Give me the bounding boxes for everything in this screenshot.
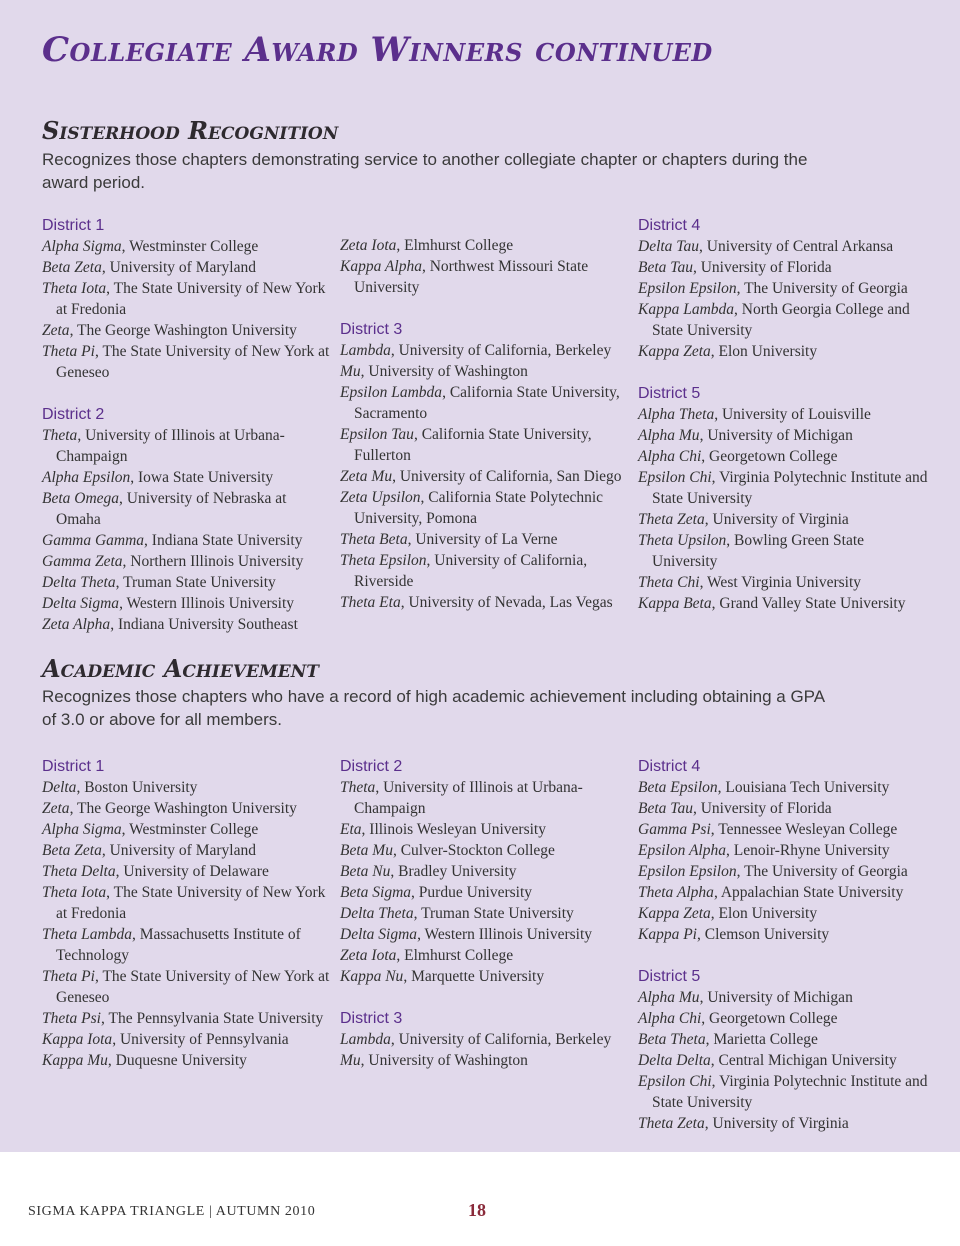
chapter-entry: [638, 1008, 928, 1029]
school-name: , The State University of New York at Fredonia: [56, 884, 326, 922]
chapter-name: Theta Delta: [42, 863, 116, 880]
chapter-entry: [340, 882, 630, 903]
chapter-name: Delta Tau: [638, 238, 700, 255]
chapter-name: Zeta: [42, 322, 70, 339]
school-name: , Western Illinois University: [119, 595, 295, 612]
chapter-entry: [638, 1029, 928, 1050]
district-block: [340, 1008, 630, 1071]
chapter-name: Beta Zeta: [42, 842, 102, 859]
school-name: , The George Washington University: [69, 800, 297, 817]
school-name: , Marquette University: [403, 968, 545, 985]
chapter-entry: [638, 987, 928, 1008]
chapter-entry: [638, 593, 928, 614]
chapter-name: Theta Lambda: [42, 926, 132, 943]
chapter-entry: [340, 340, 630, 361]
district-block: [638, 383, 928, 614]
chapter-name: Delta Theta: [42, 574, 116, 591]
chapter-entry: [340, 235, 630, 256]
chapter-entry: [42, 819, 332, 840]
school-name: , Elon University: [710, 343, 818, 360]
chapter-name: Beta Mu: [340, 842, 393, 859]
chapter-entry: [638, 404, 928, 425]
sisterhood-column-1: [42, 215, 332, 656]
chapter-entry: [42, 467, 332, 488]
chapter-name: Kappa Zeta: [638, 343, 711, 360]
chapter-name: Epsilon Chi: [638, 1073, 712, 1090]
chapter-name: Beta Omega: [42, 490, 120, 507]
chapter-name: Delta Sigma: [42, 595, 120, 612]
chapter-entry: [340, 529, 630, 550]
school-name: , Westminster College: [121, 238, 259, 255]
chapter-name: Eta: [340, 821, 362, 838]
chapter-entry: [340, 361, 630, 382]
school-name: , California State University, Fullerton: [354, 426, 592, 464]
school-name: , The State University of New York at Geneseo: [56, 968, 330, 1006]
chapter-entry: [340, 819, 630, 840]
chapter-entry: [42, 1050, 332, 1071]
chapter-entry: [42, 1029, 332, 1050]
chapter-name: Theta Chi: [638, 574, 700, 591]
school-name: , The University of Georgia: [736, 863, 908, 880]
chapter-entry: [42, 861, 332, 882]
chapter-entry: [340, 966, 630, 987]
school-name: , North Georgia College and State University: [652, 301, 910, 339]
chapter-name: Kappa Nu: [340, 968, 404, 985]
chapter-name: Theta: [42, 427, 78, 444]
chapter-entry: [42, 924, 332, 966]
chapter-name: Delta: [42, 779, 77, 796]
chapter-entry: [638, 530, 928, 572]
chapter-name: Beta Nu: [340, 863, 391, 880]
school-name: , Elmhurst College: [396, 947, 514, 964]
school-name: , Bowling Green State University: [652, 532, 865, 570]
chapter-name: Mu: [340, 363, 361, 380]
chapter-entry: [42, 278, 332, 320]
school-name: , University of Virginia: [704, 1115, 849, 1132]
school-name: , California State Polytechnic University, Pomona: [354, 489, 604, 527]
chapter-entry: [638, 1050, 928, 1071]
district-heading: District 2: [340, 758, 403, 775]
chapter-entry: [638, 467, 928, 509]
district-block: [340, 319, 630, 613]
school-name: , University of Washington: [360, 363, 528, 380]
school-name: , University of California, Berkeley: [390, 342, 612, 359]
chapter-entry: [42, 798, 332, 819]
school-name: , Georgetown College: [701, 448, 838, 465]
school-name: , University of California, Riverside: [354, 552, 588, 590]
district-heading: District 2: [42, 406, 105, 423]
chapter-name: Epsilon Epsilon: [638, 863, 737, 880]
academic-column-1: [42, 756, 332, 1092]
section-title-academic: Academic Achievement: [42, 654, 319, 683]
chapter-name: Epsilon Lambda: [340, 384, 443, 401]
school-name: , Bradley University: [390, 863, 517, 880]
district-heading: District 1: [42, 217, 105, 234]
school-name: , University of Pennsylvania: [112, 1031, 289, 1048]
chapter-name: Theta Eta: [340, 594, 401, 611]
chapter-name: Kappa Lambda: [638, 301, 735, 318]
district-heading: District 1: [42, 758, 105, 775]
chapter-name: Kappa Mu: [42, 1052, 108, 1069]
chapter-name: Alpha Sigma: [42, 821, 122, 838]
chapter-name: Beta Tau: [638, 259, 693, 276]
section-description-academic: Recognizes those chapters who have a record of high academic achievement including obtaining a GPA of 3.0 or above for all members.: [42, 687, 825, 729]
chapter-name: Theta Iota: [42, 884, 107, 901]
chapter-entry: [638, 236, 928, 257]
chapter-entry: [638, 1113, 928, 1134]
chapter-name: Kappa Zeta: [638, 905, 711, 922]
school-name: , The University of Georgia: [736, 280, 908, 297]
chapter-name: Lambda: [340, 342, 391, 359]
district-heading: District 3: [340, 1010, 403, 1027]
chapter-entry: [638, 278, 928, 299]
school-name: , Western Illinois University: [417, 926, 593, 943]
school-name: , University of Nevada, Las Vegas: [400, 594, 613, 611]
chapter-entry: [42, 236, 332, 257]
chapter-name: Theta Zeta: [638, 511, 705, 528]
chapter-entry: [638, 903, 928, 924]
school-name: , Marietta College: [705, 1031, 818, 1048]
district-block: [638, 756, 928, 945]
school-name: , University of Illinois at Urbana-Champaign: [56, 427, 285, 465]
chapter-name: Epsilon Chi: [638, 469, 712, 486]
chapter-entry: [638, 341, 928, 362]
school-name: , University of Michigan: [699, 427, 853, 444]
chapter-name: Theta Pi: [42, 343, 95, 360]
chapter-entry: [340, 945, 630, 966]
school-name: , Massachusetts Institute of Technology: [56, 926, 301, 964]
chapter-name: Theta Upsilon: [638, 532, 727, 549]
chapter-name: Alpha Mu: [638, 427, 700, 444]
academic-column-2: [340, 756, 630, 1092]
school-name: , Clemson University: [697, 926, 830, 943]
chapter-entry: [340, 840, 630, 861]
school-name: , Elmhurst College: [396, 237, 514, 254]
sisterhood-column-3: [638, 215, 928, 635]
school-name: , West Virginia University: [699, 574, 862, 591]
district-block: [638, 215, 928, 362]
chapter-entry: [42, 257, 332, 278]
school-name: , Truman State University: [413, 905, 574, 922]
chapter-name: Zeta Iota: [340, 237, 397, 254]
chapter-entry: [42, 882, 332, 924]
school-name: , University of California, Berkeley: [390, 1031, 612, 1048]
chapter-entry: [638, 924, 928, 945]
chapter-entry: [42, 551, 332, 572]
district-heading: District 4: [638, 217, 701, 234]
chapter-entry: [340, 382, 630, 424]
chapter-entry: [340, 466, 630, 487]
chapter-name: Delta Theta: [340, 905, 414, 922]
school-name: , Elon University: [710, 905, 818, 922]
school-name: , University of Delaware: [115, 863, 269, 880]
chapter-entry: [42, 488, 332, 530]
chapter-entry: [42, 320, 332, 341]
school-name: , University of California, San Diego: [392, 468, 622, 485]
chapter-name: Beta Sigma: [340, 884, 412, 901]
chapter-name: Zeta Upsilon: [340, 489, 421, 506]
school-name: , University of Florida: [692, 259, 832, 276]
school-name: , Lenoir-Rhyne University: [725, 842, 890, 859]
chapter-entry: [638, 882, 928, 903]
district-block: [42, 756, 332, 1071]
chapter-name: Epsilon Tau: [340, 426, 414, 443]
chapter-name: Kappa Beta: [638, 595, 712, 612]
school-name: , University of Central Arkansa: [699, 238, 894, 255]
school-name: , The George Washington University: [69, 322, 297, 339]
chapter-entry: [638, 446, 928, 467]
district-heading: District 5: [638, 385, 701, 402]
district-heading: District 3: [340, 321, 403, 338]
chapter-entry: [638, 819, 928, 840]
chapter-name: Theta Epsilon: [340, 552, 427, 569]
chapter-name: Beta Theta: [638, 1031, 706, 1048]
school-name: , The State University of New York at Geneseo: [56, 343, 330, 381]
chapter-name: Zeta Mu: [340, 468, 393, 485]
district-block: [340, 756, 630, 987]
chapter-name: Kappa Iota: [42, 1031, 113, 1048]
chapter-entry: [42, 593, 332, 614]
chapter-name: Gamma Psi: [638, 821, 711, 838]
sisterhood-column-2: [340, 235, 630, 634]
chapter-entry: [42, 614, 332, 635]
chapter-name: Zeta Alpha: [42, 616, 111, 633]
section-title-sisterhood: Sisterhood Recognition: [42, 116, 339, 145]
chapter-entry: [42, 341, 332, 383]
school-name: , Appalachian State University: [713, 884, 904, 901]
school-name: , Illinois Wesleyan University: [361, 821, 546, 838]
school-name: , Truman State University: [115, 574, 276, 591]
chapter-name: Epsilon Epsilon: [638, 280, 737, 297]
chapter-name: Alpha Sigma: [42, 238, 122, 255]
chapter-entry: [638, 509, 928, 530]
school-name: , Boston University: [76, 779, 198, 796]
page-title: Collegiate Award Winners continued: [42, 30, 713, 70]
chapter-name: Alpha Theta: [638, 406, 715, 423]
chapter-name: Alpha Chi: [638, 1010, 702, 1027]
school-name: , Louisiana Tech University: [717, 779, 890, 796]
district-heading: District 5: [638, 968, 701, 985]
district-block: [340, 235, 630, 298]
chapter-name: Zeta: [42, 800, 70, 817]
chapter-name: Beta Epsilon: [638, 779, 718, 796]
chapter-name: Theta Beta: [340, 531, 408, 548]
chapter-name: Zeta Iota: [340, 947, 397, 964]
school-name: , Virginia Polytechnic Institute and State University: [652, 1073, 928, 1111]
chapter-entry: [638, 299, 928, 341]
school-name: , California State University, Sacramento: [354, 384, 620, 422]
chapter-entry: [340, 903, 630, 924]
school-name: , Northwest Missouri State University: [354, 258, 589, 296]
chapter-entry: [340, 256, 630, 298]
school-name: , University of Maryland: [101, 259, 256, 276]
chapter-entry: [42, 425, 332, 467]
chapter-entry: [42, 966, 332, 1008]
chapter-entry: [340, 924, 630, 945]
chapter-entry: [638, 861, 928, 882]
chapter-entry: [42, 1008, 332, 1029]
chapter-entry: [42, 530, 332, 551]
school-name: , Culver-Stockton College: [392, 842, 555, 859]
chapter-name: Theta Iota: [42, 280, 107, 297]
chapter-entry: [340, 777, 630, 819]
district-block: [42, 404, 332, 635]
school-name: , The Pennsylvania State University: [101, 1010, 324, 1027]
chapter-name: Theta Alpha: [638, 884, 714, 901]
school-name: , Grand Valley State University: [711, 595, 906, 612]
chapter-entry: [340, 550, 630, 592]
chapter-name: Gamma Zeta: [42, 553, 123, 570]
chapter-entry: [340, 861, 630, 882]
school-name: , University of Louisville: [714, 406, 871, 423]
chapter-name: Delta Delta: [638, 1052, 711, 1069]
chapter-name: Lambda: [340, 1031, 391, 1048]
chapter-name: Delta Sigma: [340, 926, 418, 943]
chapter-name: Gamma Gamma: [42, 532, 145, 549]
academic-column-3: [638, 756, 928, 1155]
chapter-name: Epsilon Alpha: [638, 842, 726, 859]
chapter-entry: [340, 1050, 630, 1071]
school-name: , Georgetown College: [701, 1010, 838, 1027]
chapter-entry: [340, 592, 630, 613]
school-name: , Iowa State University: [130, 469, 274, 486]
chapter-entry: [340, 487, 630, 529]
school-name: , Virginia Polytechnic Institute and State University: [652, 469, 928, 507]
chapter-name: Alpha Epsilon: [42, 469, 131, 486]
school-name: , Indiana University Southeast: [110, 616, 298, 633]
school-name: , University of Nebraska at Omaha: [56, 490, 287, 528]
school-name: , University of La Verne: [407, 531, 558, 548]
chapter-name: Alpha Mu: [638, 989, 700, 1006]
chapter-name: Kappa Pi: [638, 926, 697, 943]
chapter-name: Theta Psi: [42, 1010, 101, 1027]
chapter-entry: [638, 425, 928, 446]
footer-publication: SIGMA KAPPA TRIANGLE | AUTUMN 2010: [28, 1204, 316, 1219]
school-name: , University of Florida: [692, 800, 832, 817]
school-name: , University of Maryland: [101, 842, 256, 859]
chapter-entry: [42, 777, 332, 798]
school-name: , University of Virginia: [704, 511, 849, 528]
school-name: , Duquesne University: [107, 1052, 247, 1069]
chapter-entry: [42, 840, 332, 861]
chapter-entry: [638, 572, 928, 593]
district-block: [42, 215, 332, 383]
chapter-entry: [638, 1071, 928, 1113]
chapter-entry: [638, 257, 928, 278]
school-name: , Purdue University: [411, 884, 533, 901]
chapter-entry: [638, 777, 928, 798]
chapter-entry: [42, 572, 332, 593]
school-name: , The State University of New York at Fredonia: [56, 280, 326, 318]
district-block: [638, 966, 928, 1134]
school-name: , Northern Illinois University: [122, 553, 304, 570]
school-name: , Central Michigan University: [710, 1052, 897, 1069]
chapter-entry: [638, 840, 928, 861]
school-name: , Westminster College: [121, 821, 259, 838]
chapter-name: Theta Pi: [42, 968, 95, 985]
school-name: , University of Illinois at Urbana-Champaign: [354, 779, 583, 817]
chapter-name: Alpha Chi: [638, 448, 702, 465]
chapter-name: Theta: [340, 779, 376, 796]
school-name: , Tennessee Wesleyan College: [710, 821, 898, 838]
school-name: , University of Washington: [360, 1052, 528, 1069]
page-number: 18: [468, 1200, 486, 1220]
chapter-name: Beta Zeta: [42, 259, 102, 276]
chapter-name: Theta Zeta: [638, 1115, 705, 1132]
chapter-entry: [340, 1029, 630, 1050]
school-name: , Indiana State University: [144, 532, 303, 549]
district-heading: District 4: [638, 758, 701, 775]
section-description-sisterhood: Recognizes those chapters demonstrating service to another collegiate chapter or chapters during the award period.: [42, 150, 808, 192]
chapter-entry: [340, 424, 630, 466]
chapter-name: Mu: [340, 1052, 361, 1069]
chapter-name: Beta Tau: [638, 800, 693, 817]
chapter-name: Kappa Alpha: [340, 258, 422, 275]
chapter-entry: [638, 798, 928, 819]
school-name: , University of Michigan: [699, 989, 853, 1006]
